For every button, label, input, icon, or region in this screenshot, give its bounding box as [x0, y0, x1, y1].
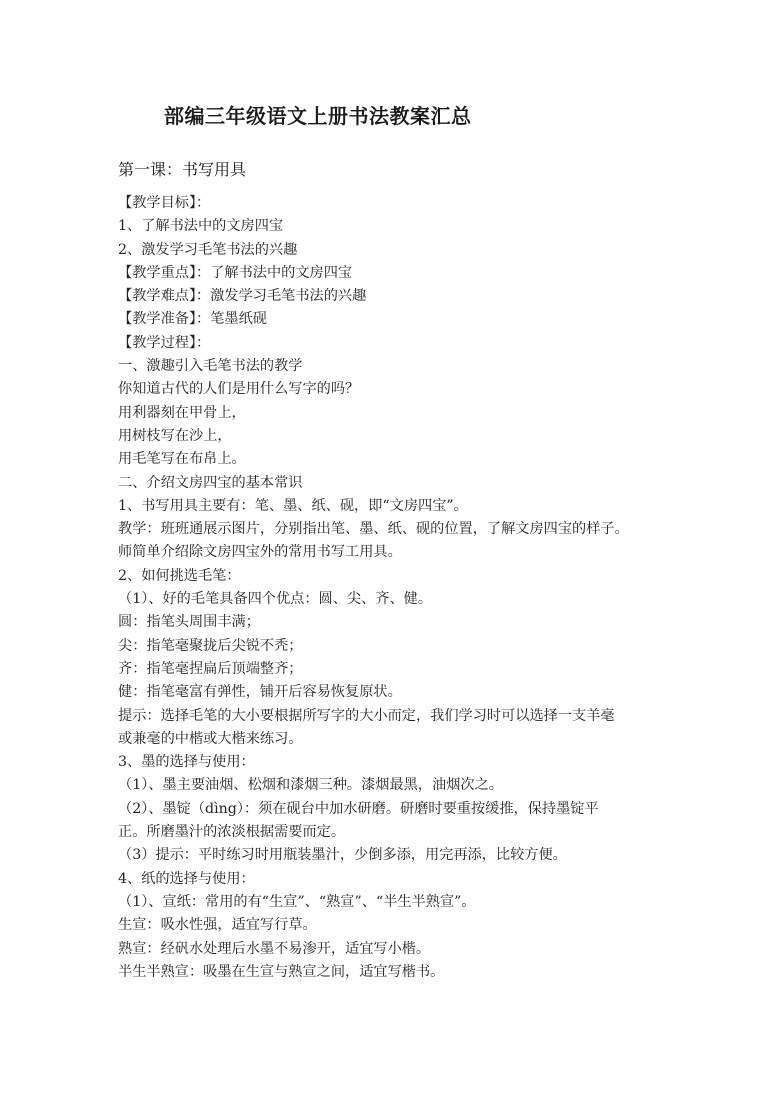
text-line: 教学：班班通展示图片，分别指出笔、墨、纸、砚的位置，了解文房四宝的样子。 — [118, 521, 629, 538]
text-line: 提示：选择毛笔的大小要根据所写字的大小而定，我们学习时可以选择一支羊毫 — [118, 707, 615, 724]
text-line: 1、书写用具主要有：笔、墨、纸、砚，即“文房四宝”。 — [118, 497, 468, 514]
text-line: 2、激发学习毛笔书法的兴趣 — [118, 241, 298, 258]
text-line: 生宣：吸水性强，适宜写行草。 — [118, 917, 317, 934]
text-line: 健：指笔毫富有弹性，铺开后容易恢复原状。 — [118, 684, 402, 701]
text-line: 熟宣：经矾水处理后水墨不易渗开，适宜写小楷。 — [118, 940, 431, 957]
text-line: （1）、墨主要油烟、松烟和漆烟三种。漆烟最黑，油烟次之。 — [118, 777, 503, 794]
lesson-heading: 第一课：书写用具 — [118, 160, 247, 179]
text-line: 【教学难点】：激发学习毛笔书法的兴趣 — [118, 288, 367, 305]
text-line: 一、激趣引入毛笔书法的教学 — [118, 358, 303, 375]
text-line: 师简单介绍除文房四宝外的常用书写工用具。 — [118, 544, 402, 561]
text-line: 用利器刻在甲骨上， — [118, 404, 246, 421]
text-line: 用毛笔写在布帛上。 — [118, 451, 246, 468]
text-line: （3）提示：平时练习时用瓶装墨汁，少倒多添，用完再添，比较方便。 — [118, 847, 567, 864]
document-title: 部编三年级语文上册书法教案汇总 — [164, 104, 472, 128]
text-line: 用树枝写在沙上， — [118, 427, 232, 444]
text-line: （2）、墨锭（dìng）：须在砚台中加水研磨。研磨时要重按缓推，保持墨锭平 — [118, 800, 599, 817]
text-line: 正。所磨墨汁的浓淡根据需要而定。 — [118, 824, 346, 841]
text-line: 尖：指笔毫聚拢后尖锐不秃； — [118, 637, 303, 654]
text-line: 4、纸的选择与使用： — [118, 870, 255, 887]
text-line: 【教学目标】： — [118, 195, 211, 211]
text-line: （1）、宣纸：常用的有“生宣”、“熟宣”、“半生半熟宣”。 — [118, 893, 476, 910]
text-line: 【教学重点】：了解书法中的文房四宝 — [118, 264, 353, 281]
text-line: 1、了解书法中的文房四宝 — [118, 218, 284, 235]
lesson-body — [118, 192, 678, 984]
text-line: 3、墨的选择与使用： — [118, 754, 255, 771]
text-line: 半生半熟宣：吸墨在生宣与熟宣之间，适宜写楷书。 — [118, 963, 445, 980]
text-line: （1）、好的毛笔具备四个优点：圆、尖、齐、健。 — [118, 591, 433, 608]
text-line: 你知道古代的人们是用什么写字的吗？ — [118, 381, 360, 398]
text-line: 齐：指笔毫捏扁后顶端整齐； — [118, 660, 303, 677]
text-line: 二、介绍文房四宝的基本常识 — [118, 474, 303, 491]
text-line: 2、如何挑选毛笔： — [118, 567, 241, 584]
text-line: 【教学过程】： — [118, 334, 211, 351]
text-line: 【教学准备】：笔墨纸砚 — [118, 311, 267, 328]
text-line: 或兼毫的中楷或大楷来练习。 — [118, 730, 303, 747]
text-line: 圆：指笔头周围丰满； — [118, 614, 260, 631]
